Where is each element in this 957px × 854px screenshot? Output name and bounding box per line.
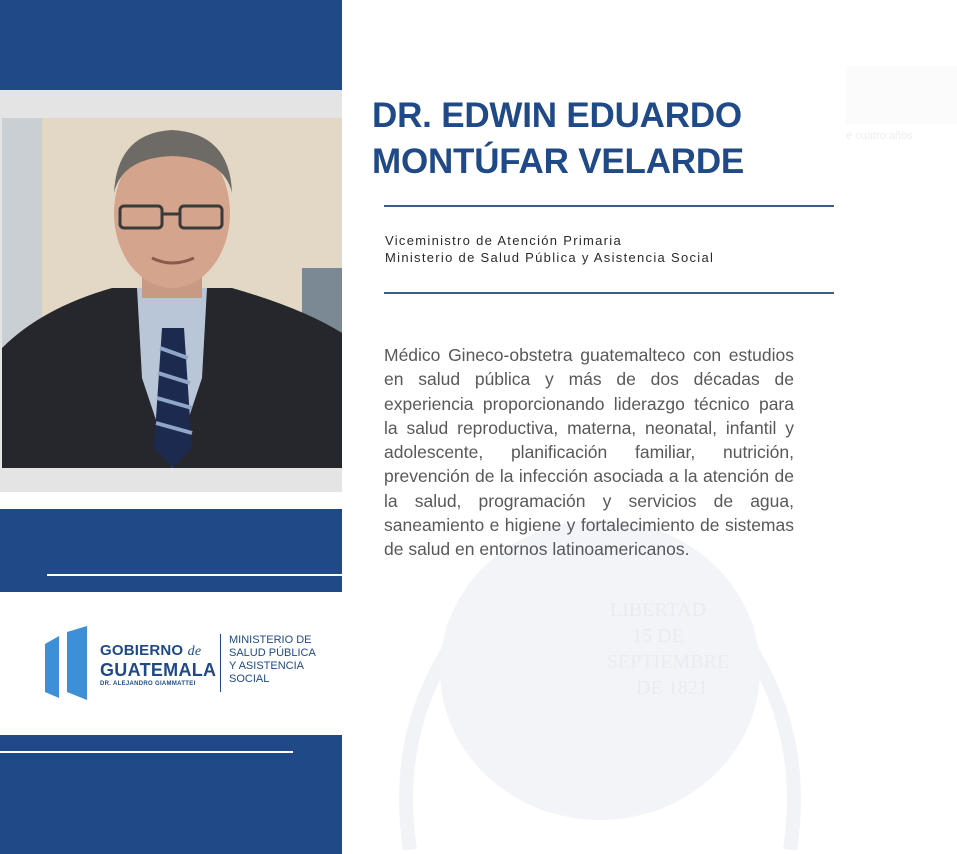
logo-divider (220, 634, 221, 692)
logo-de: de (187, 644, 202, 659)
ministry-line-3: Y ASISTENCIA (229, 660, 304, 672)
name-line-2: MONTÚFAR VELARDE (372, 142, 745, 181)
logo-guatemala: GUATEMALA (100, 660, 217, 680)
left-panel (0, 0, 342, 854)
faint-background-text: e cuatro años (846, 130, 913, 142)
ministry-line-1: MINISTERIO DE (229, 634, 312, 646)
logo-president: DR. ALEJANDRO GIAMMATTEI (100, 681, 196, 687)
position-title (385, 232, 835, 266)
role-line-1: Viceministro de Atención Primaria (385, 233, 623, 248)
top-rule (384, 205, 834, 207)
logo-ministry (229, 634, 339, 686)
bottom-rule (384, 292, 834, 294)
faint-background-box (846, 66, 957, 124)
middle-blue-block (0, 509, 342, 592)
biography-text: Médico Gineco-obstetra guatemalteco con estudios en salud pública y más de dos décadas de experiencia proporcionando liderazgo técnico para la salud reproductiva, materna, neonatal, infantil y adolescente, planificación familiar, nutrición, prevención de la infección asociada a la atención de la salud, programación y servicios de agua, saneamiento e higiene y fortalecimiento de sistemas de salud en entornos latinoamericanos. (384, 345, 794, 560)
middle-divider-line (47, 574, 342, 576)
top-blue-block (0, 0, 342, 90)
ministry-line-4: SOCIAL (229, 673, 270, 685)
watermark-line-4: DE 1821 (636, 677, 708, 699)
watermark-line-2: 15 DE (632, 625, 684, 647)
portrait-photo (2, 118, 342, 468)
name-line-1: DR. EDWIN EDUARDO (372, 96, 742, 135)
doctor-name (372, 93, 832, 185)
watermark-line-3: SEPTIEMBRE (606, 651, 730, 673)
logo-bars-icon (45, 626, 90, 700)
logo-gobierno: GOBIERNO (100, 642, 184, 659)
role-line-2: Ministerio de Salud Pública y Asistencia Social (385, 250, 715, 265)
bottom-divider-line (0, 751, 293, 753)
government-logo (45, 626, 335, 702)
watermark-line-1: LIBERTAD (609, 599, 707, 621)
ministry-line-2: SALUD PÚBLICA (229, 647, 316, 659)
